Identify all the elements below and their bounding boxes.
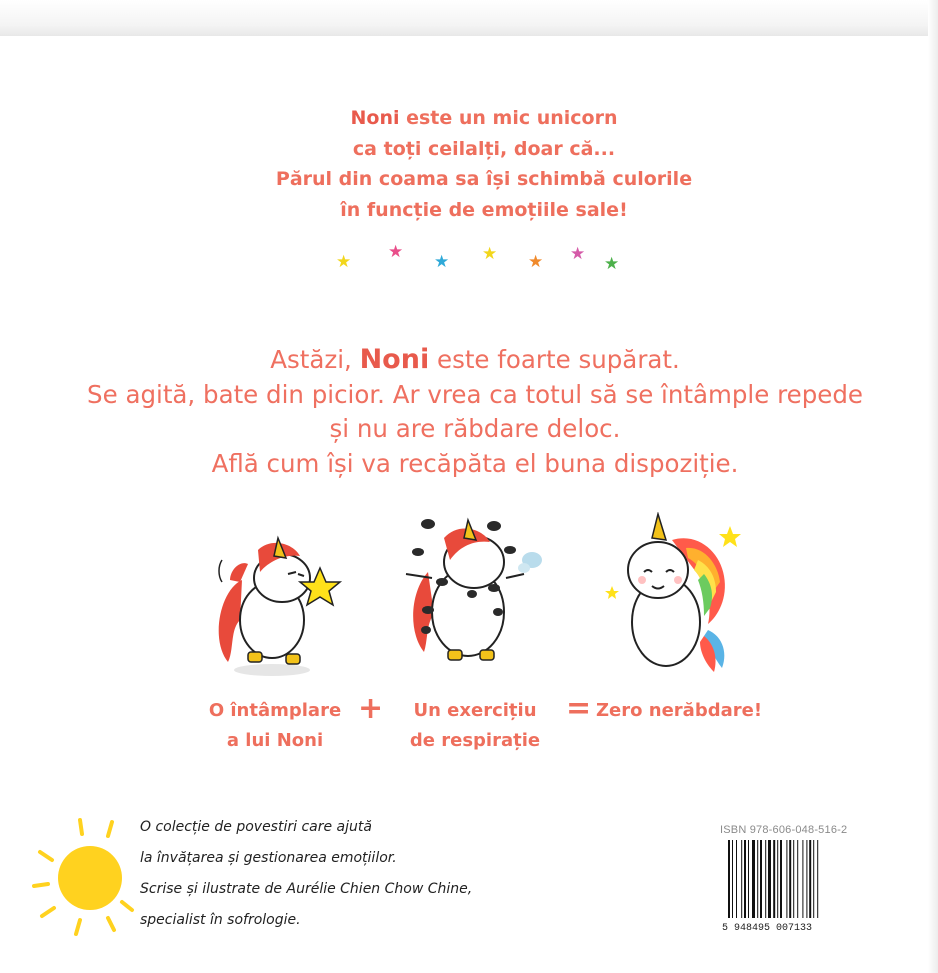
barcode-bar xyxy=(817,840,818,918)
term-1-line-2 xyxy=(190,726,360,756)
blurb-line-1: O colecție de povestiri care ajută xyxy=(140,819,372,835)
plus-sign: + xyxy=(358,691,384,726)
equals-sign: = xyxy=(566,691,592,726)
main-line-1-pre: Astăzi, xyxy=(270,345,360,374)
intro-line-2: ca toți ceilalți, doar că... xyxy=(352,137,616,160)
barcode-bar xyxy=(806,840,807,918)
star-icon: ★ xyxy=(388,242,404,262)
sun-icon xyxy=(28,812,158,942)
intro-line-3: Părul din coama sa își schimbă culorile xyxy=(275,168,693,190)
intro-line-4: în funcție de emoțiile sale! xyxy=(340,198,628,221)
barcode-bar xyxy=(793,840,794,918)
barcode-bar xyxy=(736,840,737,918)
barcode-bar xyxy=(809,840,811,918)
term-1-line-2-pre: a lui xyxy=(226,730,277,751)
star-icon: ★ xyxy=(336,252,352,272)
noni-name: Noni xyxy=(350,107,400,129)
term-2-line-1: Un exercițiu xyxy=(413,700,537,721)
main-text xyxy=(0,343,938,481)
blurb-line-2: la învățarea și gestionarea emoțiilor. xyxy=(140,850,397,866)
unicorn-breathing-illustration xyxy=(398,512,553,672)
barcode-bar xyxy=(777,840,778,918)
term-2-line-2: de respirație xyxy=(409,730,541,751)
isbn-label: ISBN 978-606-048-516-2 xyxy=(720,824,848,836)
barcode-bar xyxy=(757,840,758,918)
star-icon: ★ xyxy=(482,244,498,264)
star-icon: ★ xyxy=(528,252,544,272)
barcode-bar xyxy=(786,840,787,918)
main-line-1 xyxy=(0,343,938,378)
decorative-stars xyxy=(330,240,630,280)
barcode-bar xyxy=(760,840,762,918)
barcode-bar xyxy=(748,840,749,918)
unicorn-happy-illustration xyxy=(600,512,750,677)
barcode-bar xyxy=(802,840,803,918)
main-line-2: Se agită, bate din picior. Ar vrea ca totul să se întâmple repede xyxy=(87,379,863,409)
main-line-4: Află cum își va recăpăta el buna dispoziție. xyxy=(211,448,739,478)
equation-term-2 xyxy=(400,696,550,756)
star-icon: ★ xyxy=(604,254,620,274)
barcode-bar xyxy=(768,840,771,918)
intro-line-1 xyxy=(0,103,938,134)
barcode-bar xyxy=(789,840,791,918)
star-icon: ★ xyxy=(434,252,450,272)
barcode-bar xyxy=(752,840,755,918)
intro-line-1-rest: este un mic unicorn xyxy=(399,107,618,129)
barcode-bar xyxy=(744,840,746,918)
barcode-bar xyxy=(780,840,782,918)
term-1-line-1: O întâmplare xyxy=(208,700,342,721)
noni-name-main: Noni xyxy=(359,344,430,375)
series-blurb xyxy=(140,812,660,936)
barcode-bar xyxy=(813,840,814,918)
barcode-bar xyxy=(773,840,775,918)
main-line-1-post: este foarte supărat. xyxy=(429,345,680,374)
equation-term-1 xyxy=(190,696,360,756)
intro-text xyxy=(0,103,938,225)
equation-result: Zero nerăbdare! xyxy=(596,700,763,721)
barcode-bar xyxy=(732,840,733,918)
main-line-3: și nu are răbdare deloc. xyxy=(329,414,621,443)
unicorn-stomping-illustration xyxy=(200,520,350,680)
barcode-digits: 5 948495 007133 xyxy=(722,923,813,934)
barcode-icon xyxy=(722,840,842,934)
barcode-bar xyxy=(765,840,766,918)
blurb-line-3: Scrise și ilustrate de Aurélie Chien Chow Chine, xyxy=(140,881,473,897)
page-top-edge xyxy=(0,0,938,36)
blurb-line-4: specialist în sofrologie. xyxy=(140,912,301,928)
star-icon: ★ xyxy=(570,244,586,264)
barcode-bar xyxy=(741,840,742,918)
barcode-bar xyxy=(728,840,730,918)
barcode-bar xyxy=(797,840,798,918)
term-1-noni-name: Noni xyxy=(276,730,324,751)
